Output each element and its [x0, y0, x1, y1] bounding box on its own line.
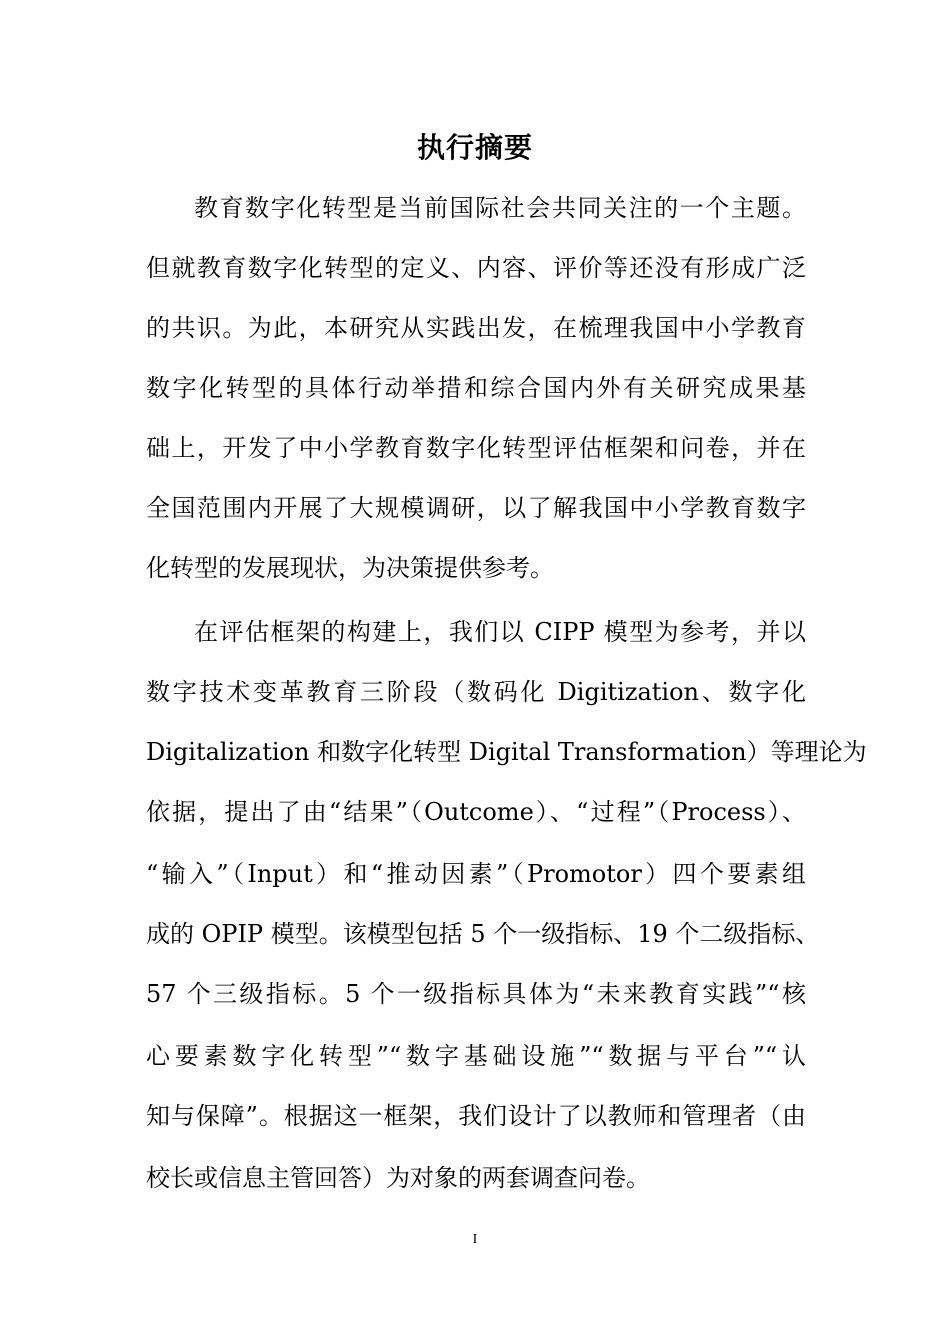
paragraph-1-line-1: 教育数字化转型是当前国际社会共同关注的一个主题。 — [194, 194, 806, 222]
paragraph-2-line-1: 在评估框架的构建上，我们以 CIPP 模型为参考，并以 — [194, 618, 806, 646]
page-number: I — [472, 1232, 478, 1247]
paragraph-1-line-7: 化转型的发展现状，为决策提供参考。 — [146, 554, 554, 582]
paragraph-1-line-2: 但就教育数字化转型的定义、内容、评价等还没有形成广泛 — [146, 254, 806, 282]
paragraph-2-line-10: 校长或信息主管回答）为对象的两套调查问卷。 — [146, 1164, 650, 1192]
document-title: 执行摘要 — [416, 131, 533, 164]
paragraph-2-line-9: 知与保障”。根据这一框架，我们设计了以教师和管理者（由 — [146, 1102, 806, 1130]
paragraph-2-line-5: “输入”（Input）和“推动因素”（Promotor）四个要素组 — [146, 860, 806, 888]
paragraph-1-line-3: 的共识。为此，本研究从实践出发，在梳理我国中小学教育 — [146, 314, 806, 342]
paragraph-2-line-8: 心要素数字化转型”“数字基础设施”“数据与平台”“认 — [146, 1042, 806, 1070]
paragraph-2-line-4: 依据，提出了由“结果”（Outcome）、“过程”（Process）、 — [146, 798, 806, 826]
paragraph-2-line-6: 成的 OPIP 模型。该模型包括 5 个一级指标、19 个二级指标、 — [146, 920, 820, 948]
paragraph-2-line-2: 数字技术变革教育三阶段（数码化 Digitization、数字化 — [146, 678, 806, 706]
paragraph-1-line-5: 础上，开发了中小学教育数字化转型评估框架和问卷，并在 — [146, 434, 806, 462]
paragraph-2-line-7: 57 个三级指标。5 个一级指标具体为“未来教育实践”“核 — [146, 980, 806, 1008]
paragraph-1-line-4: 数字化转型的具体行动举措和综合国内外有关研究成果基 — [146, 374, 806, 402]
paragraph-2-line-3: Digitalization 和数字化转型 Digital Transformation）等理论为 — [146, 738, 867, 766]
paragraph-1-line-6: 全国范围内开展了大规模调研，以了解我国中小学教育数字 — [146, 494, 806, 522]
